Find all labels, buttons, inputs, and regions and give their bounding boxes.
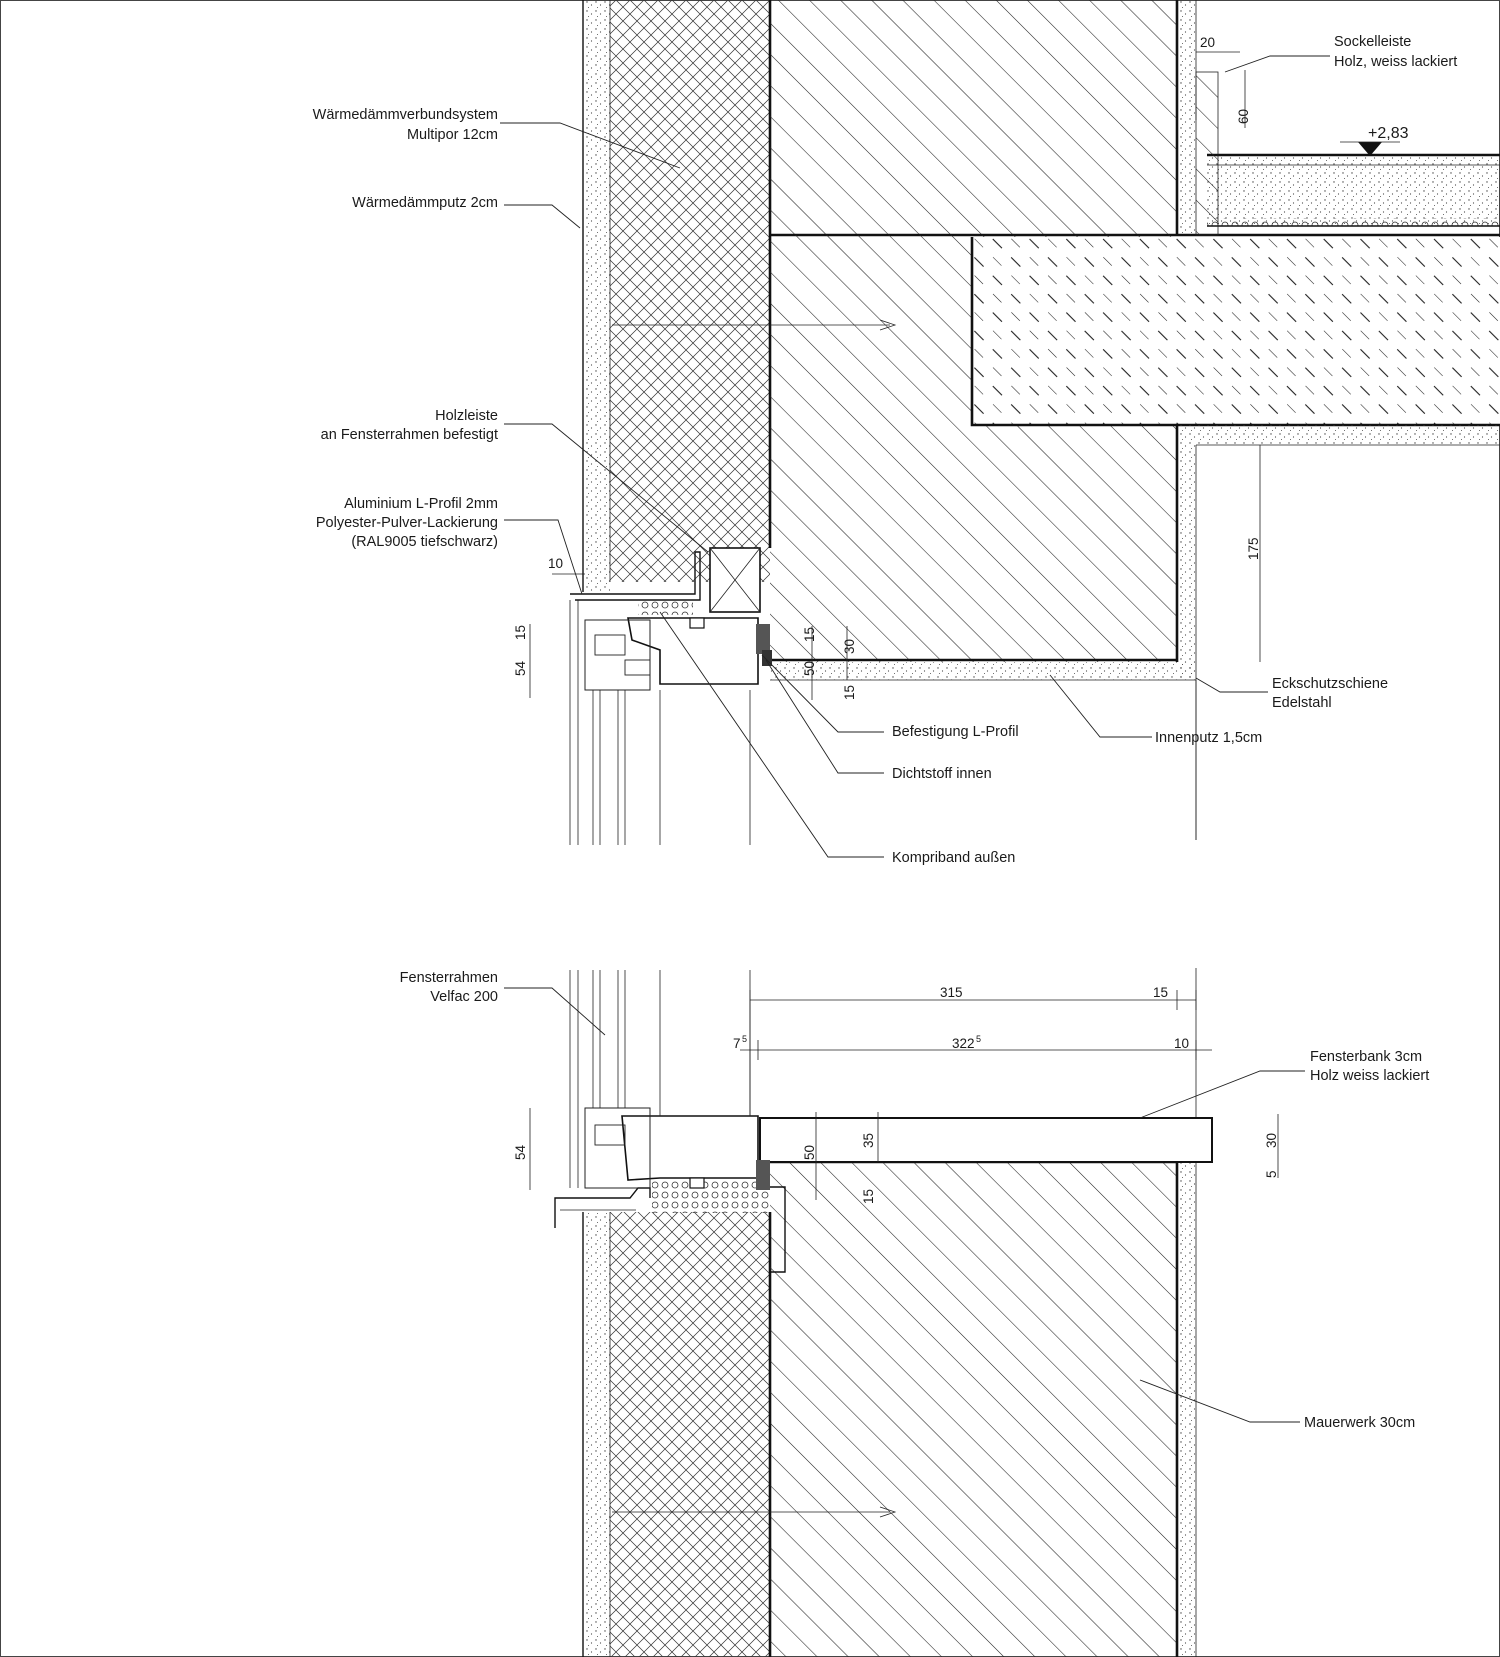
dim-315: 315 — [940, 985, 963, 1000]
masonry-upper — [770, 0, 1177, 235]
dim-322: 322 — [952, 1036, 975, 1051]
dim-30-bot: 30 — [1264, 1132, 1279, 1148]
dim-54-bot: 54 — [513, 1144, 528, 1160]
label-alu-2: Polyester-Pulver-Lackierung — [315, 515, 498, 531]
label-eckschutz-1: Eckschutzschiene — [1272, 676, 1389, 692]
label-kompriband: Kompriband außen — [892, 850, 1016, 866]
label-dichtstoff: Dichtstoff innen — [892, 766, 992, 782]
dim-15-e: 15 — [861, 1188, 876, 1204]
dim-15-b: 15 — [802, 626, 817, 642]
daemmputz-upper — [583, 0, 610, 592]
label-befestigung: Befestigung L-Profil — [892, 724, 1019, 740]
dim-10-top: 10 — [548, 556, 564, 571]
kompriband-lower — [756, 1160, 770, 1190]
daemmputz-lower — [583, 1212, 610, 1657]
lower-section — [504, 968, 1305, 1657]
frame-sill-profile — [622, 1116, 758, 1180]
label-wdvs-2: Multipor 12cm — [406, 127, 498, 143]
innenputz-upper — [1177, 0, 1196, 235]
label-alu-1: Aluminium L-Profil 2mm — [344, 496, 498, 512]
multipor-insulation-upper — [610, 0, 770, 582]
label-holzleiste-2: an Fensterrahmen befestigt — [320, 427, 498, 443]
dim-15-c: 15 — [842, 684, 857, 700]
dim-15-d: 15 — [1153, 985, 1169, 1000]
floor-screed — [1207, 155, 1500, 225]
label-mauerwerk: Mauerwerk 30cm — [1304, 1415, 1416, 1431]
sockelleiste — [1196, 72, 1218, 235]
dim-20: 20 — [1200, 35, 1216, 50]
dim-50-top: 50 — [802, 660, 817, 676]
dim-5: 5 — [1264, 1170, 1279, 1178]
label-sockel-1: Sockelleiste — [1334, 34, 1412, 50]
kompriband-upper — [756, 624, 770, 654]
label-daemmputz: Wärmedämmputz 2cm — [352, 195, 498, 211]
label-sockel-2: Holz, weiss lackiert — [1334, 54, 1458, 70]
label-eckschutz-2: Edelstahl — [1272, 695, 1332, 711]
label-fensterbank-2: Holz weiss lackiert — [1310, 1068, 1430, 1084]
label-level: +2,83 — [1368, 125, 1409, 142]
dim-7: 7 — [733, 1036, 741, 1051]
dim-54-top: 54 — [513, 660, 528, 676]
multipor-insulation-lower — [610, 1212, 770, 1657]
concrete-slab — [972, 237, 1500, 425]
masonry-lower — [770, 1162, 1177, 1657]
label-rahmen-2: Velfac 200 — [430, 989, 498, 1005]
dim-10-bot: 10 — [1174, 1036, 1190, 1051]
dim-7-sup: 5 — [742, 1034, 748, 1044]
fensterbank — [760, 1118, 1212, 1162]
dim-35: 35 — [861, 1132, 876, 1148]
dim-30-top: 30 — [842, 638, 857, 654]
dim-175: 175 — [1246, 537, 1261, 560]
innenputz-reveal — [770, 662, 1196, 680]
label-holzleiste-1: Holzleiste — [435, 408, 498, 424]
label-fensterbank-1: Fensterbank 3cm — [1310, 1049, 1423, 1065]
label-wdvs-1: Wärmedämmverbundsystem — [312, 107, 498, 123]
dim-50-bot: 50 — [802, 1144, 817, 1160]
innenputz-lower — [1177, 1162, 1196, 1657]
label-alu-3: (RAL9005 tiefschwarz) — [351, 534, 498, 550]
dim-322-sup: 5 — [976, 1034, 982, 1044]
label-innenputz: Innenputz 1,5cm — [1155, 730, 1263, 746]
dim-60: 60 — [1236, 108, 1251, 124]
dim-15-a: 15 — [513, 624, 528, 640]
label-rahmen-1: Fensterrahmen — [399, 970, 498, 986]
